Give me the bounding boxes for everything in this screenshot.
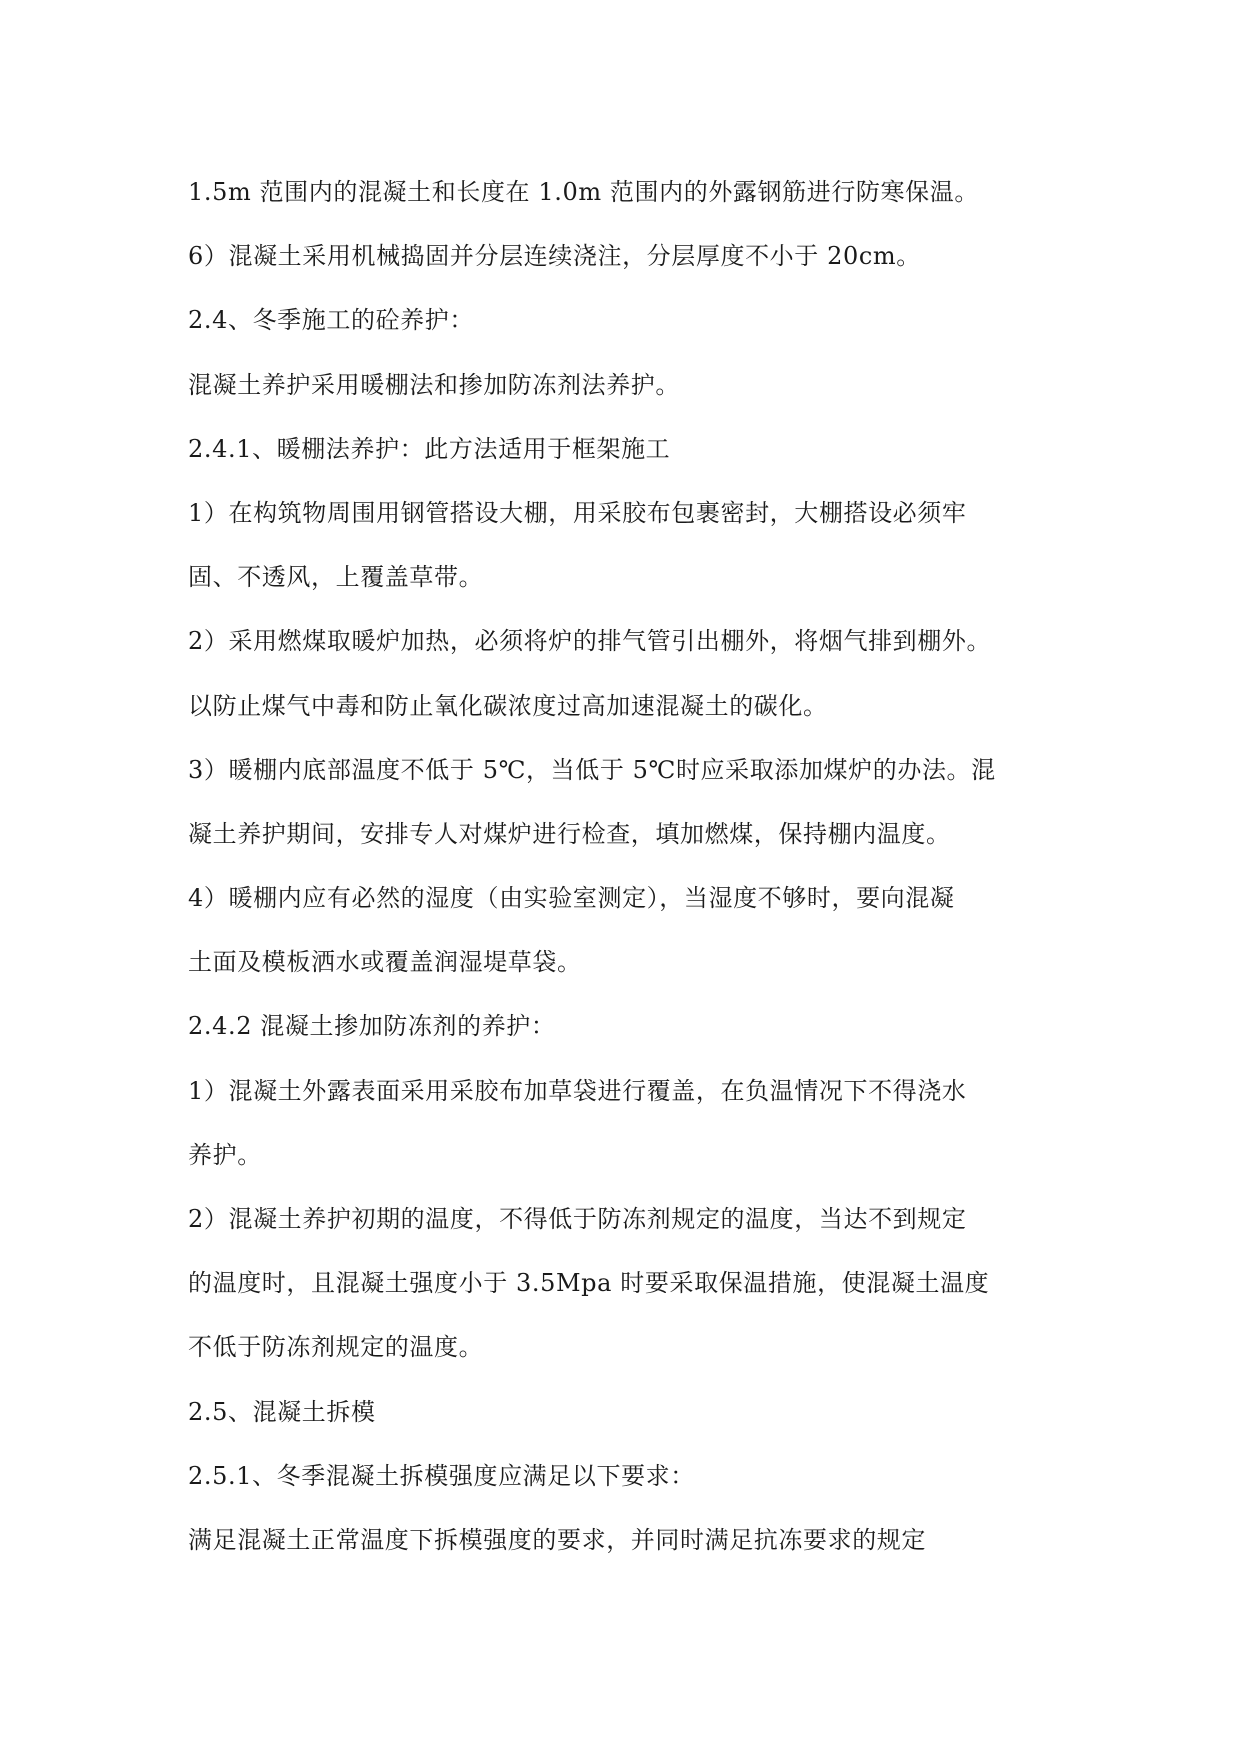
text-line: 1）混凝土外露表面采用采胶布加草袋进行覆盖，在负温情况下不得浇水 [188, 1076, 967, 1105]
document-body [188, 160, 1058, 1572]
text-line: 混凝土养护采用暖棚法和掺加防冻剂法养护。 [188, 370, 680, 399]
text-line: 6）混凝土采用机械捣固并分层连续浇注，分层厚度不小于 20cm。 [188, 242, 921, 271]
text-line: 的温度时，且混凝土强度小于 3.5Mpa 时要采取保温措施，使混凝土温度 [188, 1269, 990, 1298]
text-line: 固、不透风，上覆盖草带。 [188, 563, 484, 592]
text-line: 以防止煤气中毒和防止氧化碳浓度过高加速混凝土的碳化。 [188, 691, 828, 720]
text-line: 2）采用燃煤取暖炉加热，必须将炉的排气管引出棚外，将烟气排到棚外。 [188, 627, 992, 656]
text-line: 1.5m 范围内的混凝土和长度在 1.0m 范围内的外露钢筋进行防寒保温。 [188, 178, 979, 206]
section-heading: 2.5、混凝土拆模 [188, 1397, 376, 1426]
text-line: 养护。 [188, 1140, 262, 1169]
text-line: 1）在构筑物周围用钢管搭设大棚，用采胶布包裹密封，大棚搭设必须牢 [188, 498, 967, 527]
text-line: 不低于防冻剂规定的温度。 [188, 1333, 484, 1362]
subsection-heading: 2.5.1、冬季混凝土拆模强度应满足以下要求： [188, 1461, 695, 1490]
text-line: 3）暖棚内底部温度不低于 5℃，当低于 5℃时应采取添加煤炉的办法。混 [188, 755, 996, 784]
subsection-heading: 2.4.2 混凝土掺加防冻剂的养护： [188, 1012, 556, 1041]
text-line: 满足混凝土正常温度下拆模强度的要求，并同时满足抗冻要求的规定 [188, 1525, 926, 1554]
text-line: 4）暖棚内应有必然的湿度（由实验室测定），当湿度不够时，要向混凝 [188, 884, 955, 913]
text-line: 土面及模板洒水或覆盖润湿堤草袋。 [188, 948, 582, 977]
subsection-heading: 2.4.1、暖棚法养护：此方法适用于框架施工 [188, 434, 671, 463]
text-line: 凝土养护期间，安排专人对煤炉进行检查，填加燃煤，保持棚内温度。 [188, 819, 951, 848]
text-line: 2）混凝土养护初期的温度，不得低于防冻剂规定的温度，当达不到规定 [188, 1205, 967, 1233]
section-heading: 2.4、冬季施工的砼养护： [188, 306, 474, 335]
